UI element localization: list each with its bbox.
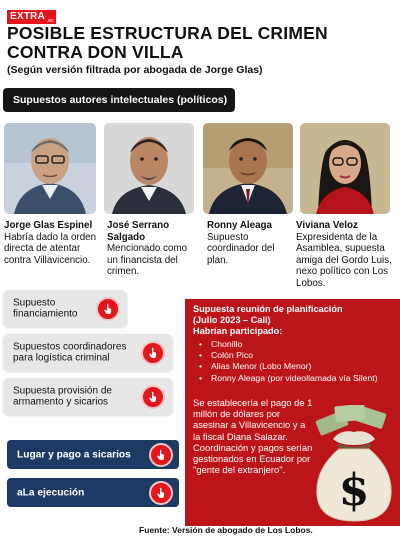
participants-list: [199, 339, 378, 384]
role-card-financing[interactable]: [3, 290, 127, 327]
tap-hand-icon[interactable]: [141, 385, 165, 409]
action-card-payment[interactable]: [7, 440, 179, 469]
meeting-panel: [185, 299, 400, 526]
action-label: aLa ejecución: [17, 487, 85, 498]
meeting-heading-date: (Julio 2023 – Cali): [193, 315, 271, 326]
tap-hand-icon[interactable]: [141, 341, 165, 365]
logo-text: EXTRA: [7, 10, 47, 24]
tap-hand-icon[interactable]: [149, 481, 173, 505]
list-item: • Ronny Aleaga (por videollamada vía Silent): [199, 373, 378, 384]
section-label-intellectual-authors: Supuestos autores intelectuales (políticos): [3, 88, 235, 112]
portrait-jose-serrano: [104, 123, 194, 214]
person-card-jorge-glas: [4, 220, 98, 266]
person-name: Viviana Veloz: [296, 220, 358, 231]
action-card-execution[interactable]: [7, 478, 179, 507]
person-card-viviana-veloz: [296, 220, 400, 290]
list-item: • Alias Menor (Lobo Menor): [199, 361, 378, 372]
meeting-heading-title: Supuesta reunión de planificación: [193, 304, 343, 314]
portrait-ronny-aleaga: [203, 123, 293, 214]
meeting-heading: [193, 304, 343, 338]
source-note: Fuente: Versión de abogado de Los Lobos.: [139, 525, 313, 535]
person-name: Ronny Aleaga: [207, 220, 272, 231]
person-description: Supuesto coordinador del plan.: [207, 231, 275, 266]
portrait-jorge-glas: [4, 123, 96, 214]
person-description: Expresidenta de la Asamblea, supuesta amiga del Gordo Luis, nexo político con Los Lobos.: [296, 231, 392, 289]
role-card-weapons[interactable]: [3, 378, 173, 415]
role-label: Supuesta provisión de armamento y sicarios: [13, 385, 112, 408]
role-card-logistics[interactable]: [3, 334, 173, 371]
brand-logo: [7, 10, 56, 24]
tap-hand-icon[interactable]: [149, 443, 173, 467]
page-title: POSIBLE ESTRUCTURA DEL CRIMEN CONTRA DON VILLA: [7, 23, 328, 62]
portrait-viviana-veloz: [300, 123, 390, 214]
logo-suffix: .ec: [47, 10, 56, 24]
person-description: Habría dado la orden directa de atentar contra Villavicencio.: [4, 231, 97, 266]
person-name: José Serrano Salgado: [107, 220, 170, 243]
page-subtitle: (Según versión filtrada por abogada de Jorge Glas): [7, 64, 263, 76]
person-name: Jorge Glas Espinel: [4, 220, 93, 231]
money-bag-icon: [311, 405, 397, 523]
role-label: Supuestos coordinadores para logística criminal: [13, 341, 127, 364]
meeting-participants-label: Habrían participado:: [193, 326, 283, 337]
person-description: Mencionado como un financista del crimen.: [107, 243, 188, 278]
list-item: • Colón Pico: [199, 350, 378, 361]
person-card-jose-serrano: [107, 220, 199, 278]
dollar-sign-icon: $: [338, 465, 370, 516]
role-label: Supuesto financiamiento: [13, 297, 78, 320]
action-label: Lugar y pago a sicarios: [17, 449, 131, 460]
tap-hand-icon[interactable]: [96, 297, 120, 321]
list-item: • Chonillo: [199, 339, 378, 350]
meeting-description: Se establecería el pago de 1 millón de dólares por asesinar a Villavicencio y a la fiscal Diana Salazar. Coordinación y pagos serían gestionados en Ecuador por "gente del extranjero".: [193, 397, 313, 476]
person-card-ronny-aleaga: [207, 220, 285, 266]
